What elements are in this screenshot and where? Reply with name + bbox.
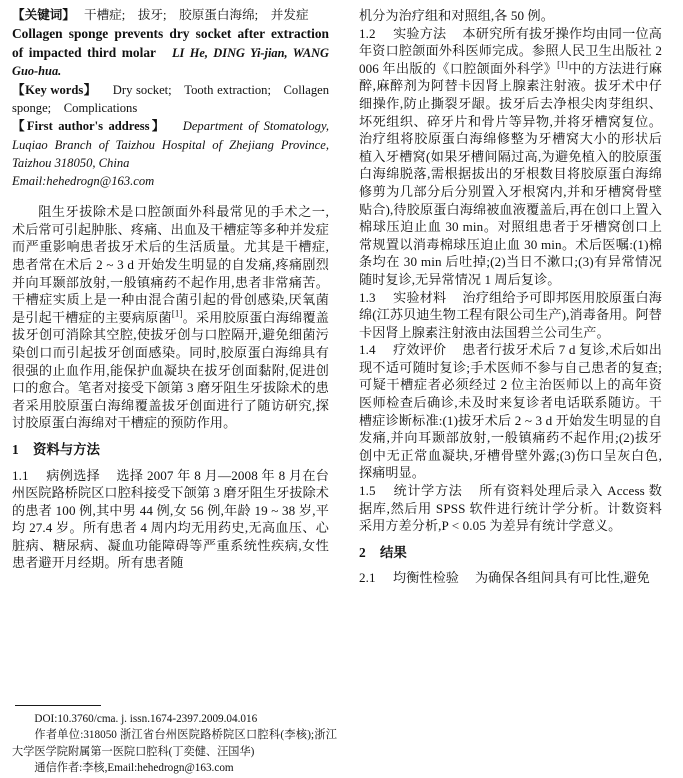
footnote-affiliation: 作者单位:318050 浙江省台州医院路桥院区口腔科(李核);浙江大学医学院附属第一医院口腔科(丁奕健、汪国华) xyxy=(12,729,337,758)
left-column xyxy=(12,7,337,778)
subsection-1-5-number: 1.5 xyxy=(359,483,376,499)
subsection-1-2-body-part2: 中的方法进行麻醉,麻醉剂为阿替卡因肾上腺素注射液。拔牙术中仔细操作,防止撕裂牙龈。拔牙后去净根尖肉芽组织、坏死组织、碎牙片和骨片等异物,并将牙槽窝复位。治疗组将胶原蛋白海绵修整为牙槽窝大小的形状后植入牙槽窝(如果牙槽间隔过高,为避免植入的胶原蛋白海绵脱落,需根据拔出的牙根数目将胶原蛋白海绵修剪为几部分后分别置入牙根窝内,并和牙槽窝骨壁贴合),待胶原蛋白海绵被血液覆盖后,再在创口上置入棉球压迫止血 30 min。对照组患者于牙槽窝创口上常规置以消毒棉球压迫止血 30 min。术后医嘱:(1)棉条均在 30 min 后吐掉;(2)当日不漱口;(3)有异常情况随时复诊,无异常情况 1 周后复诊。 xyxy=(359,60,662,287)
subsection-2-1-number: 2.1 xyxy=(359,570,376,586)
footnote-rule xyxy=(15,705,101,706)
subsection-1-1-title: 病例选择 xyxy=(46,467,101,483)
subsection-1-3-title: 实验材料 xyxy=(393,289,447,305)
introduction-text-part2: 。采用胶原蛋白海绵覆盖拔牙创可消除其空腔,使拔牙创与口腔隔开,避免细菌污染创口而引起拔牙创面感染。同时,胶原蛋白海绵具有很强的止血作用,能保护血凝块在拔牙创面黏附,促进创口的愈合。笔者对接受下颌第 3 磨牙阻生牙拔除术的患者采用胶原蛋白海绵覆盖拔牙创面进行了随访研究,探讨胶原蛋白海绵对干槽症的预防作用。 xyxy=(12,309,330,431)
subsection-1-1-number: 1.1 xyxy=(12,467,29,483)
subsection-2-1 xyxy=(359,569,662,587)
keywords-cn-value: 干槽症; 拔牙; 胶原蛋白海绵; 并发症 xyxy=(83,8,309,22)
subsection-2-1-title: 均衡性检验 xyxy=(393,570,459,586)
footnote-corresponding-author: 通信作者:李核,Email:hehedrogn@163.com xyxy=(34,761,234,774)
subsection-1-2-body-part1: 本研究所有拔牙操作均由同一位高年资口腔颌面外科医师完成。参照人民卫生出版社 2006 年出版的《口腔颌面外科学》 xyxy=(359,25,662,76)
subsection-1-5 xyxy=(359,482,662,535)
subsection-1-4-title: 疗效评价 xyxy=(393,342,447,358)
section-heading-1 xyxy=(12,441,329,459)
subsection-1-4-body: 患者行拔牙术后 7 d 复诊,术后如出现不适可随时复诊;手术医师不参与自己患者的复查;可疑干槽症者必须经过 2 位主治医师以上的高年资医师检查后确诊,未及时来复诊者电话联系随访。干槽症诊断标准:(1)拔牙术后 2 ~ 3 d 开始发生明显的自发痛,并向耳颞部放射,一般镇痛药不起作用;(2)拔牙创中无正常血凝块,牙槽骨壁外露;(3)伤口呈灰白色,探痛明显。 xyxy=(359,342,662,481)
first-author-address-value: Department of Stomatology, Luqiao Branch of Taizhou Hospital of Zhejiang Province, Taizhou 318050, China xyxy=(12,119,329,170)
section-1-number: 1 xyxy=(12,441,19,457)
subsection-1-3 xyxy=(359,289,662,342)
keywords-en-line xyxy=(12,81,329,117)
section-2-number: 2 xyxy=(359,544,366,560)
keywords-en-label: 【Key words】 xyxy=(12,82,97,97)
subsection-1-1-body: 选择 2007 年 8 月—2008 年 8 月在台州医院路桥院区口腔科接受下颌第 3 磨牙阻生牙拔除术的患者 100 例,其中男 44 例,女 56 例,年龄 19 ~ 38 岁,平均 27.4 岁。所有患者 4 周内均无用药史,无高血压、心脏病、糖尿病、凝血功能障碍等严重系统性疾病,女性患者避开月经期。所有患者随 xyxy=(12,467,329,571)
keywords-cn-label: 【关键词】 xyxy=(12,8,75,22)
subsection-1-3-number: 1.3 xyxy=(359,289,376,305)
subsection-1-5-title: 统计学方法 xyxy=(393,483,463,499)
keywords-en-value: Dry socket; Tooth extraction; Collagen sponge; Complications xyxy=(12,82,330,116)
subsection-1-5-body: 所有资料处理后录入 Access 数据库,然后用 SPSS 软件进行统计学分析。计数资料采用方差分析,P < 0.05 为差异有统计学意义。 xyxy=(359,483,663,534)
subsection-1-2-number: 1.2 xyxy=(359,25,376,41)
english-authors: LI He, DING Yi-jian, WANG Guo-hua. xyxy=(12,45,329,79)
carryover-paragraph: 机分为治疗组和对照组,各 50 例。 xyxy=(359,8,554,23)
introduction-paragraph xyxy=(12,203,329,432)
email-line: Email:hehedrogn@163.com xyxy=(12,174,155,188)
subsection-1-4-number: 1.4 xyxy=(359,342,376,358)
subsection-1-4 xyxy=(359,341,662,482)
section-heading-2 xyxy=(359,544,662,562)
footnote-doi: DOI:10.3760/cma. j. issn.1674-2397.2009.04.016 xyxy=(34,713,258,726)
first-author-address-label: 【First author's address】 xyxy=(12,119,167,134)
subsection-1-2-title: 实验方法 xyxy=(393,25,447,41)
section-1-title: 资料与方法 xyxy=(33,441,100,457)
right-column xyxy=(337,7,662,778)
english-title: Collagen sponge prevents dry socket after extraction of impacted third molar xyxy=(12,26,329,60)
subsection-1-1 xyxy=(12,467,329,573)
first-author-address-line xyxy=(12,117,329,172)
reference-marker-2: [1] xyxy=(557,59,568,70)
keywords-cn-line xyxy=(12,7,329,24)
section-2-title: 结果 xyxy=(380,544,407,560)
english-title-line xyxy=(12,25,329,81)
subsection-2-1-body: 为确保各组间具有可比性,避免 xyxy=(474,570,650,586)
subsection-1-2 xyxy=(359,25,662,289)
footnote-block xyxy=(12,705,337,776)
introduction-text-part1: 阻生牙拔除术是口腔颌面外科最常见的手术之一,术后常可引起肿胀、疼痛、出血及干槽症等多种并发症而严重影响患者拔牙术后的生活质量。尤其是干槽症,患者常在术后 2 ~ 3 d 开始发生明显的自发痛,疼痛剧烈并向耳颞部放射,一般镇痛药不起作用,患者非常痛苦。干槽症实质上是一种由混合菌引起的骨创感染,厌氧菌是引起干槽症的主要病原菌 xyxy=(12,204,329,325)
reference-marker-1: [1] xyxy=(171,308,183,319)
subsection-1-3-body: 治疗组给予可即邦医用胶原蛋白海绵(江苏贝迪生物工程有限公司生产),消毒备用。阿替卡因肾上腺素注射液由法国碧兰公司生产。 xyxy=(359,289,662,340)
